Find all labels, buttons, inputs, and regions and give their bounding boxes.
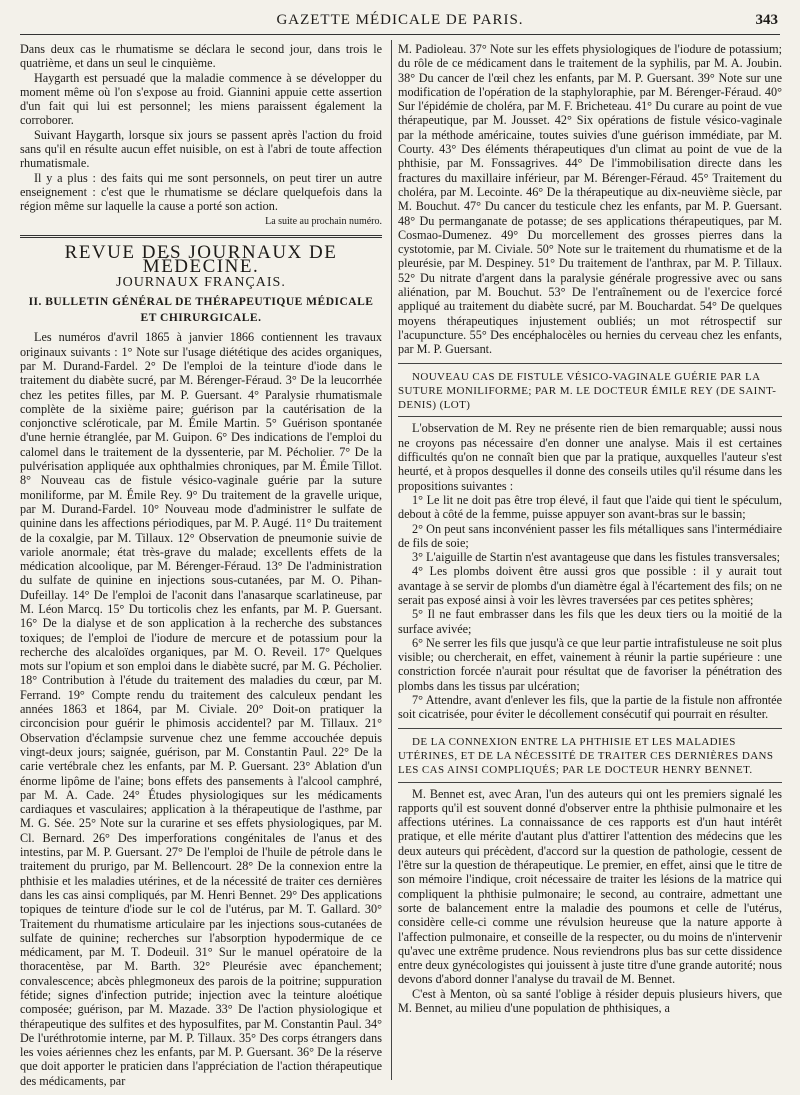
intro-paragraph: Haygarth est persuadé que la maladie commence à se développer du moment même où l'on s'expose au froid. Giannini appuie cette assertion d'un fait qui lui est personnel; les miens paraissent également la corroborer. [20, 70, 382, 128]
section-subtitle: JOURNAUX FRANÇAIS. [116, 275, 286, 291]
page-header [0, 8, 800, 36]
article-heading-bennet [398, 735, 782, 778]
bulletin-list: Les numéros d'avril 1865 à janvier 1866 contiennent les travaux originaux suivants : 1° Note sur l'usage diététique des acides organiques, par M. Durand-Fardel. 2° De l'emploi de la teinture d'iode dans le traitement du diabète sucré, par M. Bérenger-Féraud. 3° De la leucorrhée chez les petites filles, par M. P. Guersant. 4° Paralysie rhumatismale complète de la sixième paire; guérison par la cautérisation de la conjonctive scléroticale, par M. Émile Martin. 5° Guérison spontanée d'une hernie étranglée, par M. Guipon. 6° Des indications de l'emploi du calomel dans le traitement de la dyssenterie, par M. Pécholier. 7° De la pulvérisation appliquée aux ophthalmies chroniques, par M. Émile Tillot. 8° Nouveau cas de fistule vésico-vaginale guérie par la suture moniliforme, par M. Émile Rey. 9° Du traitement de la gravelle urique, par M. Durand-Fardel. 10° Nouveau mode d'administrer le sulfate de quinine dans les affections périodiques, par M. P. Augé. 11° Du traitement de la coxalgie, par M. Tillaux. 12° Observation de pneumonie suivie de variole anormale; état très-grave du malade; excellents effets de la médication alcoolique, par M. Bérenger-Féraud. 13° De l'administration du sulfate de quinine en injections sous-cutanées, par M. O. Pihan-Dufeillay. 14° De l'emploi de l'aconit dans l'anasarque scarlatineuse, par M. Léon Marcq. 15° Du torticolis chez les enfants, par M. P. Guersant. 16° De la dialyse et de son application à la recherche des substances toxiques; de l'emploi de l'iodure de mercure et de potassium pour la recherche des alcaloïdes organiques, par M. O. Reveil. 17° Quelques mots sur l'opium et son emploi dans le diabète sucré, par M. G. Pécholier. 18° Contribution à l'étude du traitement des maladies du cœur, par M. Ferrand. 19° Compte rendu du traitement des calculeux pendant les années 1863 et 1864, par M. Civiale. 20° Doit-on pratiquer la circoncision pour guérir le phimosis accidentel? par M. Tillaux. 21° Observation d'éclampsie survenue chez une femme accouchée depuis vingt-deux jours; saignée, guérison, par M. Constantin Paul. 22° De la carie vertébrale chez les enfants, par M. P. Guersant. 23° Ablation d'un énorme lipôme de l'aine; bons effets des pansements à l'alcool camphré, par M. A. Cade. 24° Études physiologiques sur les médicaments cardiaques et vasculaires; application à la thérapeutique de l'asthme, par M. G. Sée. 25° Note sur la curarine et ses effets physiologiques, par M. Cl. Bernard. 26° Des imperforations congénitales de l'anus et des intestins, par M. P. Guersant. 27° De l'emploi de l'huile de pétrole dans le traitement du prurigo, par M. Bellencourt. 28° De la connexion entre la phthisie et les maladies utérines, et de la nécessité de traiter ces dernières dans les cas ainsi compliqués, par M. Henri Bennet. 29° Des applications topiques de teinture d'iode sur le col de l'utérus, par M. T. Gallard. 30° Traitement du rhumatisme articulaire par les injections sous-cutanées de sulfate de quinine; recherches sur l'absorption hypodermique de ce médicament, par M. T. Dodeuil. 31° Sur le manuel opératoire de la thoracentèse, par M. Barth. 32° Pleurésie avec épanchement; convalescence; abcès phlegmoneux des parois de la poitrine; suppuration fétide; signes d'infection putride; injection avec la teinture aloétique composée; guérison, par M. Mazade. 33° De l'action physiologique et thérapeutique des sulfites et des hyposulfites, par M. Constantin Paul. 34° De l'uréthrotomie interne, par M. P. Tillaux. 35° Des corps étrangers dans les voies aériennes chez les enfants, par M. P. Guersant. 36° De la réserve que doit apporter le praticien dans l'appréciation de l'action thérapeutique des médicaments, par [20, 330, 382, 1087]
rey-point: 7° Attendre, avant d'enlever les fils, que la partie de la fistule non affrontée soit cicatrisée, pour éviter le décollement consécutif qui pourrait en résulter. [398, 693, 782, 722]
intro-paragraph: Dans deux cas le rhumatisme se déclara le second jour, dans trois le quatrième, et dans un seul le cinquième. [20, 42, 382, 71]
rey-point: 3° L'aiguille de Startin n'est avantageuse que dans les fistules transversales; [412, 550, 781, 565]
article-rule [398, 416, 782, 417]
left-column [20, 42, 382, 1087]
article-heading-rey-text: NOUVEAU CAS DE FISTULE VÉSICO-VAGINALE GUÉRIE PAR LA SUTURE MONILIFORME; PAR M. LE DOCTEUR ÉMILE REY (DE SAINT-DENIS) (LOT) [398, 370, 777, 412]
column-divider [391, 40, 392, 1080]
rey-point: 5° Il ne faut embrasser dans les fils que les deux tiers ou la moitié de la surface avivée; [398, 607, 782, 636]
section-rule [20, 235, 382, 238]
right-column [398, 42, 782, 1087]
page-number: 343 [755, 12, 778, 28]
intro-paragraph: Suivant Haygarth, lorsque six jours se passent après l'action du froid sans qu'il en résulte aucun effet nuisible, on est à l'abri de toute affection rhumatismale. [20, 127, 382, 171]
bulletin-title: II. BULLETIN GÉNÉRAL DE THÉRAPEUTIQUE MÉDICALE [28, 295, 374, 308]
article-heading-bennet-text: DE LA CONNEXION ENTRE LA PHTHISIE ET LES MALADIES UTÉRINES, ET DE LA NÉCESSITÉ DE TRAITER CES DERNIÈRES DANS LES CAS AINSI COMPLIQUÉS; PAR LE DOCTEUR HENRY BENNET. [398, 735, 774, 777]
intro-paragraph: Il y a plus : des faits qui me sont personnels, on peut tirer un autre enseignement : c'est que le rhumatisme se déclare quelquefois dans la région même sur laquelle la cause a porté son action. [20, 170, 382, 214]
journal-title: GAZETTE MÉDICALE DE PARIS. [276, 12, 524, 28]
article-heading-rey [398, 370, 782, 413]
bennet-paragraph: C'est à Menton, où sa santé l'oblige à résider depuis plusieurs hivers, que M. Bennet, au milieu d'une population de phthisiques, a [398, 986, 782, 1015]
rey-point: 2° On peut sans inconvénient passer les fils métalliques sans l'intermédiaire de fils de soie; [398, 521, 782, 550]
rey-point: 6° Ne serrer les fils que jusqu'à ce que leur partie intrafistuleuse ne soit plus visible; ou chercherait, en effet, vainement à réunir la partie supérieure : une constriction forcée n'aurait pour résultat que de favoriser la pénétration des plombs dans les tissus par ulcération; [398, 635, 782, 693]
bennet-paragraph: M. Bennet est, avec Aran, l'un des auteurs qui ont les premiers signalé les rapports qu'il est souvent donné d'observer entre la phthisie pulmonaire et les affections utérines. La connaissance de ces rapports est d'un haut intérêt pratique, et elle mérite d'autant plus d'attirer l'attention des médecins que les deux auteurs qui précèdent, d'accord sur la question de pathologie, cessent de l'être sur la question de thérapeutique. Le premier, en effet, ainsi que le titre de son mémoire l'indique, croit nécessaire de traiter les lésions de la matrice qui compliquent la phthisie pulmonaire; le second, au contraire, admettant une sorte de balancement entre la maladie des poumons et celle de l'utérus, considère celle-ci comme une révulsion heureuse que la nature apporte à l'affection pulmonaire, et conseille de la respecter, ou du moins de n'intervenir qu'avec une extrême prudence. Nous reviendrons plus bas sur cette dissidence entre deux gynécologistes qui jouissent à juste titre d'une grande autorité; nous devons d'abord donner l'analyse du travail de M. Bennet. [398, 786, 782, 987]
article-rule [398, 363, 782, 364]
rey-point: 4° Les plombs doivent être aussi gros que possible : il y aurait tout avantage à se servir de plombs d'un diamètre égal à l'écartement des fils; on ne serait pas exposé ainsi à voir les lèvres traversées par ces petites sphères; [398, 564, 782, 607]
bulletin-title-continued: ET CHIRURGICALE. [140, 312, 262, 325]
continuation-note: La suite au prochain numéro. [265, 215, 382, 227]
bulletin-list-continued: M. Padioleau. 37° Note sur les effets physiologiques de l'iodure de potassium; du rôle de ce médicament dans le traitement de la syphilis, par M. A. Joubin. 38° Du cancer de l'œil chez les enfants, par M. P. Guersant. 39° Note sur une modification de l'opération de la staphyloraphie, par M. Bérenger-Féraud. 40° Sur l'épidémie de choléra, par M. F. Bricheteau. 41° Du curare au point de vue thérapeutique, par M. Jousset. 42° Six opérations de fistule vésico-vaginale par la méthode américaine, toutes suivies d'une guérison immédiate, par M. Courty. 43° Des éléments thérapeutiques d'un climat au point de vue de la phthisie, par M. Fonssagrives. 44° De l'immobilisation directe dans les fractures du maxillaire inférieur, par M. Bérenger-Féraud. 45° Traitement du choléra, par M. Lecointe. 46° De la thérapeutique au dix-neuvième siècle, par M. Bouchut. 47° Du cancer du testicule chez les enfants, par M. P. Guersant. 48° Du permanganate de potasse; de ses applications thérapeutiques, par M. Cosmao-Dumenez. 49° Du morcellement des grosses pierres dans la cystotomie, par M. Civiale. 50° Note sur le traitement du rhumatisme et de la pleurésie, par M. Despiney. 51° Du traitement de l'anthrax, par M. P. Tillaux. 52° Du nitrate d'argent dans la paralysie générale progressive avec ou sans aliénation, par M. Bouchut. 53° De l'entraînement ou de l'exercice forcé appliqué au traitement du diabète sucré, par M. Bouchardat. 54° De quelques moyens thérapeutiques injustement oubliés; un mot rétrospectif sur l'acupuncture. 55° Des encéphalocèles ou hernies du cerveau chez les enfants, par M. P. Guersant. [398, 42, 782, 357]
article-rule [398, 782, 782, 783]
article-rule [398, 728, 782, 729]
header-rule [20, 34, 780, 35]
section-title: REVUE DES JOURNAUX DE MÉDECINE. [64, 241, 338, 278]
rey-intro: L'observation de M. Rey ne présente rien de bien remarquable; aussi nous ne croyons pas nécessaire d'en donner une analyse. Mais il est certaines difficultés qu'on ne connaît bien que par la pratique, auxquelles l'auteur s'est heurté, et à propos desquelles il donne des conseils utiles qu'il résume dans les propositions suivantes : [398, 421, 782, 493]
rey-point: 1° Le lit ne doit pas être trop élevé, il faut que l'aide qui tient le spéculum, debout à côté de la femme, puisse appuyer son avant-bras sur le bassin; [398, 492, 782, 522]
